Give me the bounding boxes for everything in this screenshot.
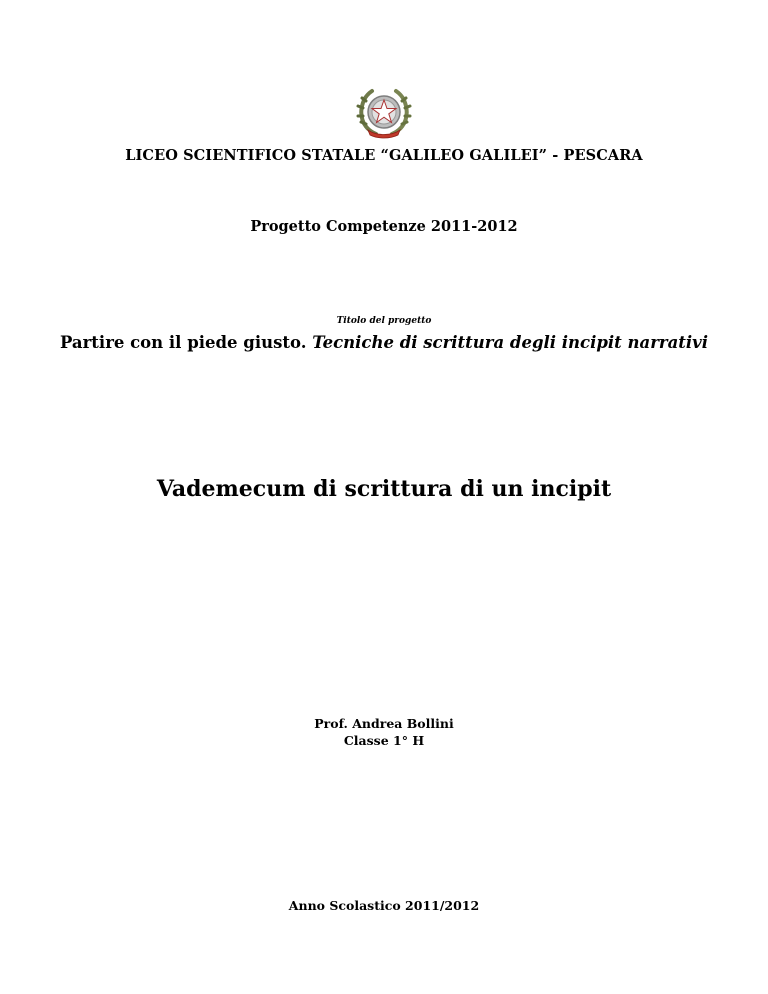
school-year: Anno Scolastico 2011/2012 [288, 898, 480, 913]
project-title [0, 333, 768, 352]
project-label: Progetto Competenze 2011-2012 [250, 218, 518, 235]
title-caption: Titolo del progetto [336, 316, 432, 326]
project-title-main: Partire con il piede giusto. [59, 333, 307, 352]
school-name: LICEO SCIENTIFICO STATALE “GALILEO GALILEI” - PESCARA [125, 147, 643, 164]
author-name: Prof. Andrea Bollini [314, 716, 454, 731]
project-subtitle: Tecniche di scrittura degli incipit narrativi [312, 333, 709, 352]
class-label: Classe 1° H [343, 733, 425, 748]
italian-republic-emblem-icon [354, 84, 414, 140]
document-title: Vademecum di scrittura di un incipit [156, 476, 612, 502]
